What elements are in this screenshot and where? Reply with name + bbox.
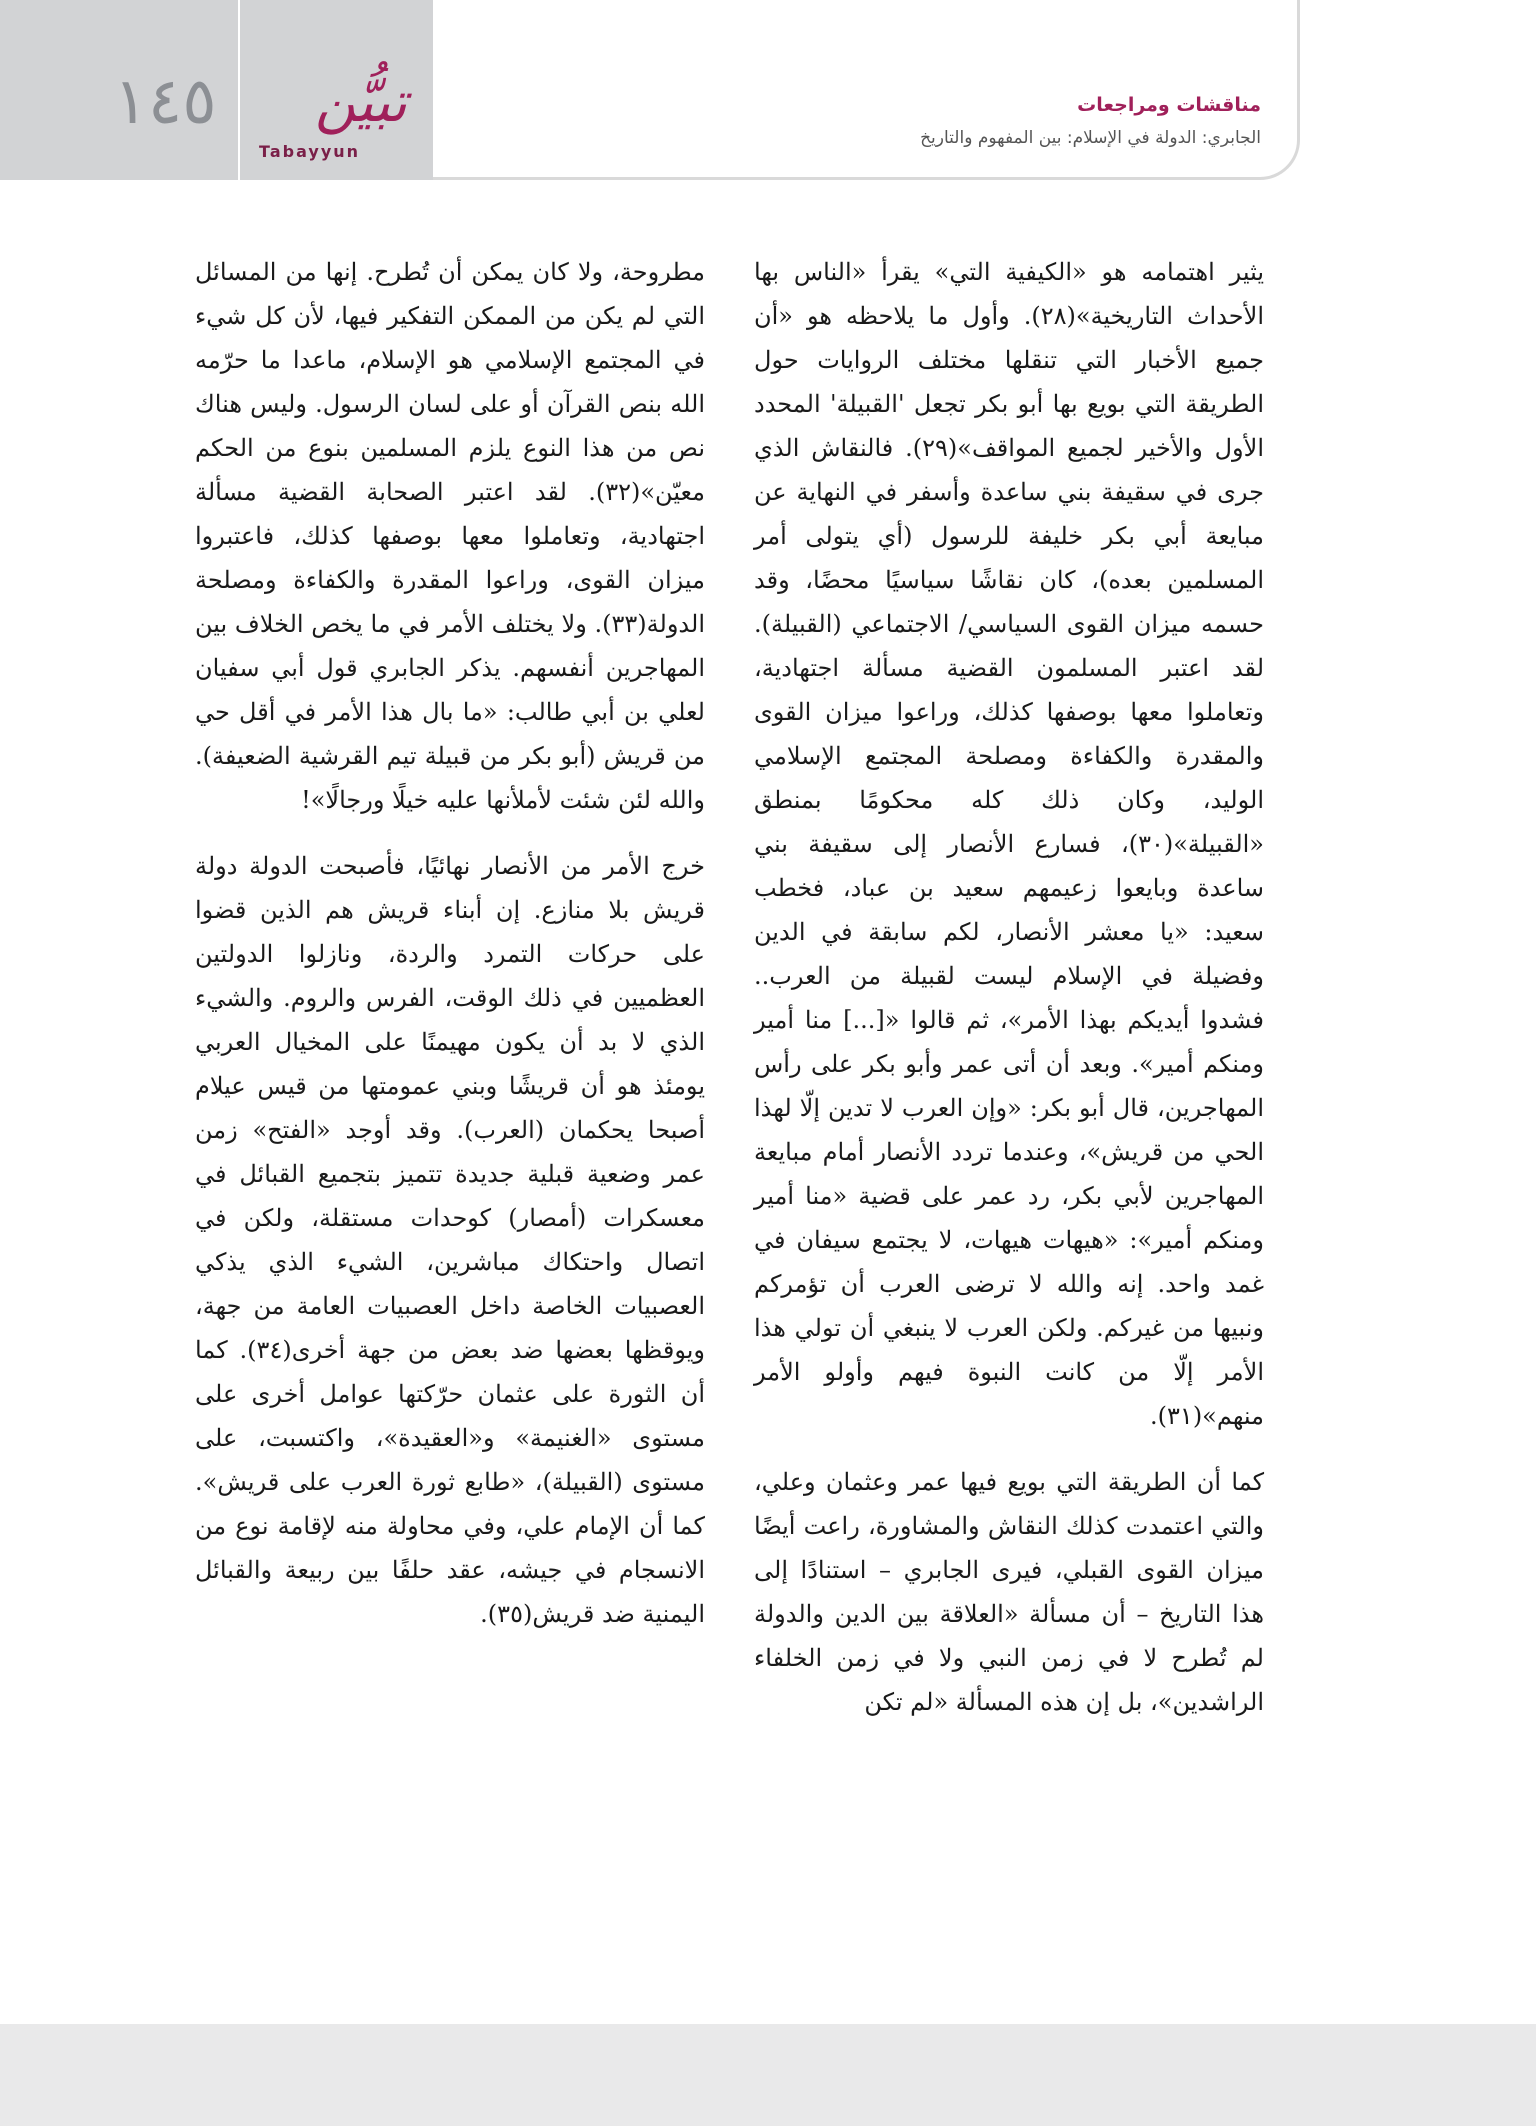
- paragraph: كما أن الطريقة التي بويع فيها عمر وعثمان وعلي، والتي اعتمدت كذلك النقاش والمشاورة، راعت أيضًا ميزان القوى القبلي، فيرى الجابري – استنادًا إلى هذا التاريخ – أن مسألة «العلاقة بين الدين والدولة لم تُطرح لا في زمن النبي ولا في زمن الخلفاء الراشدين»، بل إن هذه المسألة «لم تكن: [754, 1468, 1264, 1716]
- header-divider: [238, 0, 240, 180]
- logo-arabic: تبيُّن: [314, 70, 407, 135]
- paragraph: خرج الأمر من الأنصار نهائيًا، فأصبحت الدولة دولة قريش بلا منازع. إن أبناء قريش هم الذين قضوا على حركات التمرد والردة، ونازلوا الدولتين العظميين في ذلك الوقت، الفرس والروم. والشيء الذي لا بد أن يكون مهيمنًا على المخيال العربي يومئذ هو أن قريشًا وبني عمومتها من قيس عيلام أصبحا يحكمان (العرب). وقد أوجد «الفتح» زمن عمر وضعية قبلية جديدة تتميز بتجميع القبائل في معسكرات (أمصار) كوحدات مستقلة، ولكن في اتصال واحتكاك مباشرين، الشيء الذي يذكي العصبيات الخاصة داخل العصبيات العامة من جهة، ويوقظها بعضها ضد بعض من جهة أخرى(٣٤). كما أن الثورة على عثمان حرّكتها عوامل أخرى على مستوى «الغنيمة» و«العقيدة»، واكتسبت، على مستوى (القبيلة)، «طابع ثورة العرب على قريش». كما أن الإمام علي، وفي محاولة منه لإقامة نوع من الانسجام في جيشه، عقد حلفًا بين ربيعة والقبائل اليمنية ضد قريش(٣٥).: [195, 852, 706, 1628]
- section-title: مناقشات ومراجعات: [1077, 94, 1261, 116]
- logo-latin: Tabayyun: [259, 142, 361, 161]
- text-column-left: [195, 250, 705, 1658]
- journal-logo: [255, 70, 415, 165]
- page-number: ١٤٥: [113, 65, 217, 139]
- paragraph: يثير اهتمامه هو «الكيفية التي» يقرأ «الناس بها الأحداث التاريخية»(٢٨). وأول ما يلاحظه هو «أن جميع الأخبار التي تنقلها مختلف الروايات حول الطريقة التي بويع بها أبو بكر تجعل 'القبيلة' المحدد الأول والأخير لجميع المواقف»(٢٩). فالنقاش الذي جرى في سقيفة بني ساعدة وأسفر في النهاية عن مبايعة أبي بكر خليفة للرسول (أي يتولى أمر المسلمين بعده)، كان نقاشًا سياسيًا محضًا، وقد حسمه ميزان القوى السياسي/ الاجتماعي (القبيلة). لقد اعتبر المسلمون القضية مسألة اجتهادية، وتعاملوا معها بوصفها كذلك، وراعوا ميزان القوى والمقدرة والكفاءة ومصلحة المجتمع الإسلامي الوليد، وكان ذلك كله محكومًا بمنطق «القبيلة»(٣٠)، فسارع الأنصار إلى سقيفة بني ساعدة وبايعوا زعيمهم سعيد بن عباد، فخطب سعيد: «يا معشر الأنصار، لكم سابقة في الدين وفضيلة في الإسلام ليست لقبيلة من العرب.. فشدوا أيديكم بهذا الأمر»، ثم قالوا «[...] منا أمير ومنكم أمير». وبعد أن أتى عمر وأبو بكر على رأس المهاجرين، قال أبو بكر: «وإن العرب لا تدين إلّا لهذا الحي من قريش»، وعندما تردد الأنصار أمام مبايعة المهاجرين لأبي بكر، رد عمر على قضية «منا أمير ومنكم أمير»: «هيهات هيهات، لا يجتمع سيفان في غمد واحد. إنه والله لا ترضى العرب أن تؤمركم ونبيها من غيركم. ولكن العرب لا ينبغي أن تولي هذا الأمر إلّا من كانت النبوة فيهم وأولو الأمر منهم»(٣١).: [754, 258, 1265, 1430]
- article-title: الجابري: الدولة في الإسلام: بين المفهوم والتاريخ: [920, 128, 1261, 148]
- text-column-right: [754, 250, 1264, 1746]
- paragraph: مطروحة، ولا كان يمكن أن تُطرح. إنها من المسائل التي لم يكن من الممكن التفكير فيها، لأن كل شيء في المجتمع الإسلامي هو الإسلام، ماعدا ما حرّمه الله بنص القرآن أو على لسان الرسول. وليس هناك نص من هذا النوع يلزم المسلمين بنوع من الحكم معيّن»(٣٢). لقد اعتبر الصحابة القضية مسألة اجتهادية، وتعاملوا معها بوصفها كذلك، فاعتبروا ميزان القوى، وراعوا المقدرة والكفاءة ومصلحة الدولة(٣٣). ولا يختلف الأمر في ما يخص الخلاف بين المهاجرين أنفسهم. يذكر الجابري قول أبي سفيان لعلي بن أبي طالب: «ما بال هذا الأمر في أقل حي من قريش (أبو بكر من قبيلة تيم القرشية الضعيفة). والله لئن شئت لأملأنها عليه خيلًا ورجالًا»!: [195, 258, 705, 814]
- footer-band: [0, 2024, 1536, 2126]
